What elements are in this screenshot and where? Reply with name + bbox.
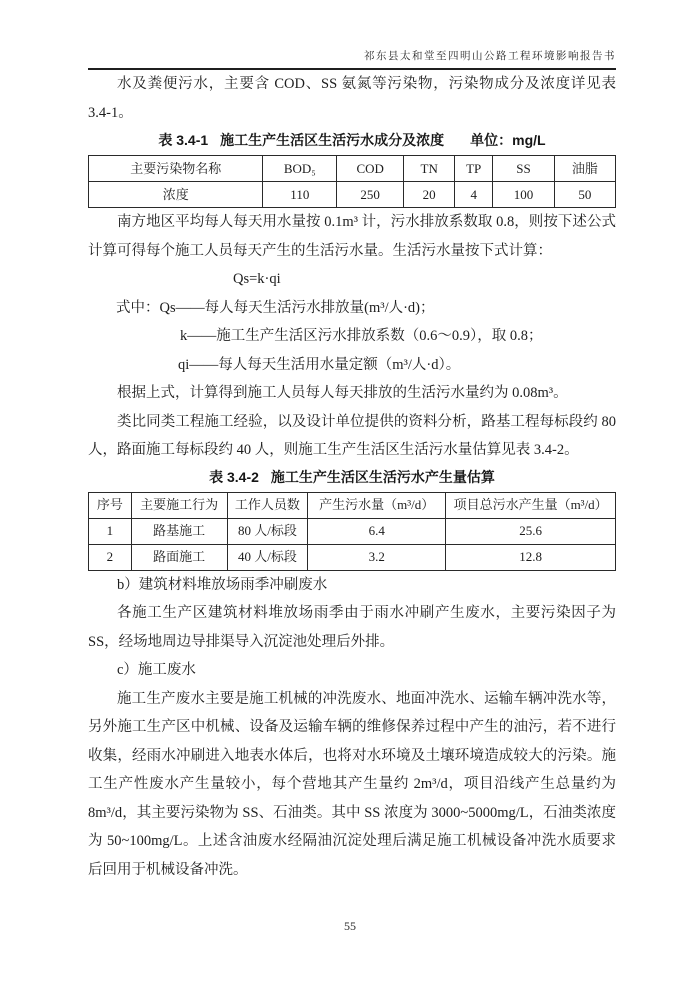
table-cell: 80 人/标段 — [227, 518, 308, 544]
table1-title-text: 施工生产生活区生活污水成分及浓度 — [220, 132, 445, 148]
table1-caption: 表 3.4-1 — [158, 132, 209, 148]
table-cell: 2 — [89, 544, 132, 570]
table-cell: 路面施工 — [131, 544, 227, 570]
table-header-cell: 序号 — [89, 492, 132, 518]
formula-term-k: k——施工生产生活区污水排放系数（0.6～0.9），取 0.8； — [180, 328, 543, 344]
table-cell: 浓度 — [89, 182, 263, 208]
table-cell: 50 — [554, 182, 615, 208]
table1-unit: 单位：mg/L — [470, 132, 546, 148]
page-content — [88, 50, 616, 884]
table-header-cell: TN — [404, 156, 455, 182]
running-header-title: 祁东县太和堂至四明山公路工程环境影响报告书 — [364, 51, 616, 62]
table-cell: 250 — [337, 182, 404, 208]
paragraph-c: 施工生产废水主要是施工机械的冲洗废水、地面冲洗水、运输车辆冲洗水等，另外施工生产区中机械、设备及运输车辆的维修保养过程中产生的油污，若不进行收集，经雨水冲刷进入地表水体后，也将对水环境及土壤环境造成较大的污染。施工生产性废水产生量较小，每个营地其产生量约 2m³/d，项目沿线产生总量约为 8m³/d，其主要污染物为 SS、石油类。其中 SS 浓度为 3000~5000mg/L，石油类浓度为 50~100mg/L。上述含油废水经隔油沉淀处理后满足施工机械设备冲洗水质要求后回用于机械设备冲洗。 — [88, 690, 616, 878]
table-3-4-2 — [88, 492, 616, 571]
table-cell: 20 — [404, 182, 455, 208]
table-cell: 4 — [455, 182, 493, 208]
table-row — [89, 182, 616, 208]
table-header-cell: BOD₅ — [263, 156, 337, 182]
paragraph-intro: 水及粪便污水，主要含 COD、SS 氨氮等污染物，污染物成分及浓度详见表 3.4-1。 — [88, 76, 616, 121]
table-cell: 25.6 — [446, 518, 616, 544]
section-b-heading: b）建筑材料堆放场雨季冲刷废水 — [117, 576, 328, 593]
table2-title — [88, 467, 616, 487]
table-header-cell: 主要施工行为 — [131, 492, 227, 518]
table-row — [89, 492, 616, 518]
table-3-4-1 — [88, 155, 616, 208]
table-cell: 6.4 — [308, 518, 446, 544]
table-cell: 12.8 — [446, 544, 616, 570]
table-cell: 100 — [493, 182, 555, 208]
table-header-cell: 项目总污水产生量（m³/d） — [446, 492, 616, 518]
table-header-cell: 主要污染物名称 — [89, 156, 263, 182]
formula-term-qi: qi——每人每天生活用水量定额（m³/人·d）。 — [178, 356, 461, 373]
table-row — [89, 544, 616, 570]
paragraph-result: 根据上式，计算得到施工人员每人每天排放的生活污水量约为 0.08m³。 — [117, 385, 568, 401]
table-cell: 路基施工 — [131, 518, 227, 544]
table-cell: 40 人/标段 — [227, 544, 308, 570]
table-cell: 3.2 — [308, 544, 446, 570]
table-row — [89, 156, 616, 182]
table-cell: 110 — [263, 182, 337, 208]
table-header-cell: TP — [455, 156, 493, 182]
table-row — [89, 518, 616, 544]
table2-caption: 表 3.4-2 — [209, 468, 259, 485]
paragraph-water-calc: 南方地区平均每人每天用水量按 0.1m³ 计，污水排放系数取 0.8，则按下述公式计算可得每个施工人员每天产生的生活污水量。生活污水量按下式计算： — [88, 214, 616, 259]
section-c-heading: c）施工废水 — [117, 662, 196, 678]
table-header-cell: SS — [493, 156, 555, 182]
formula: Qs=k·qi — [233, 271, 281, 287]
page-number: 55 — [344, 919, 356, 933]
paragraph-b: 各施工生产区建筑材料堆放场雨季由于雨水冲刷产生废水，主要污染因子为 SS，经场地周边导排渠导入沉淀池处理后外排。 — [88, 605, 616, 650]
table-cell: 1 — [89, 518, 132, 544]
table-header-cell: 产生污水量（m³/d） — [308, 492, 446, 518]
formula-term-qs: 式中：Qs——每人每天生活污水排放量(m³/人·d)； — [116, 299, 435, 316]
table-header-cell: 工作人员数 — [227, 492, 308, 518]
paragraph-analogy: 类比同类工程施工经验，以及设计单位提供的资料分析，路基工程每标段约 80 人，路面施工每标段约 40 人，则施工生产生活区生活污水量估算见表 3.4-2。 — [88, 413, 616, 458]
table2-title-text: 施工生产生活区生活污水产生量估算 — [270, 468, 495, 485]
table1-title — [88, 130, 616, 150]
table-header-cell: 油脂 — [554, 156, 615, 182]
table-header-cell: COD — [337, 156, 404, 182]
